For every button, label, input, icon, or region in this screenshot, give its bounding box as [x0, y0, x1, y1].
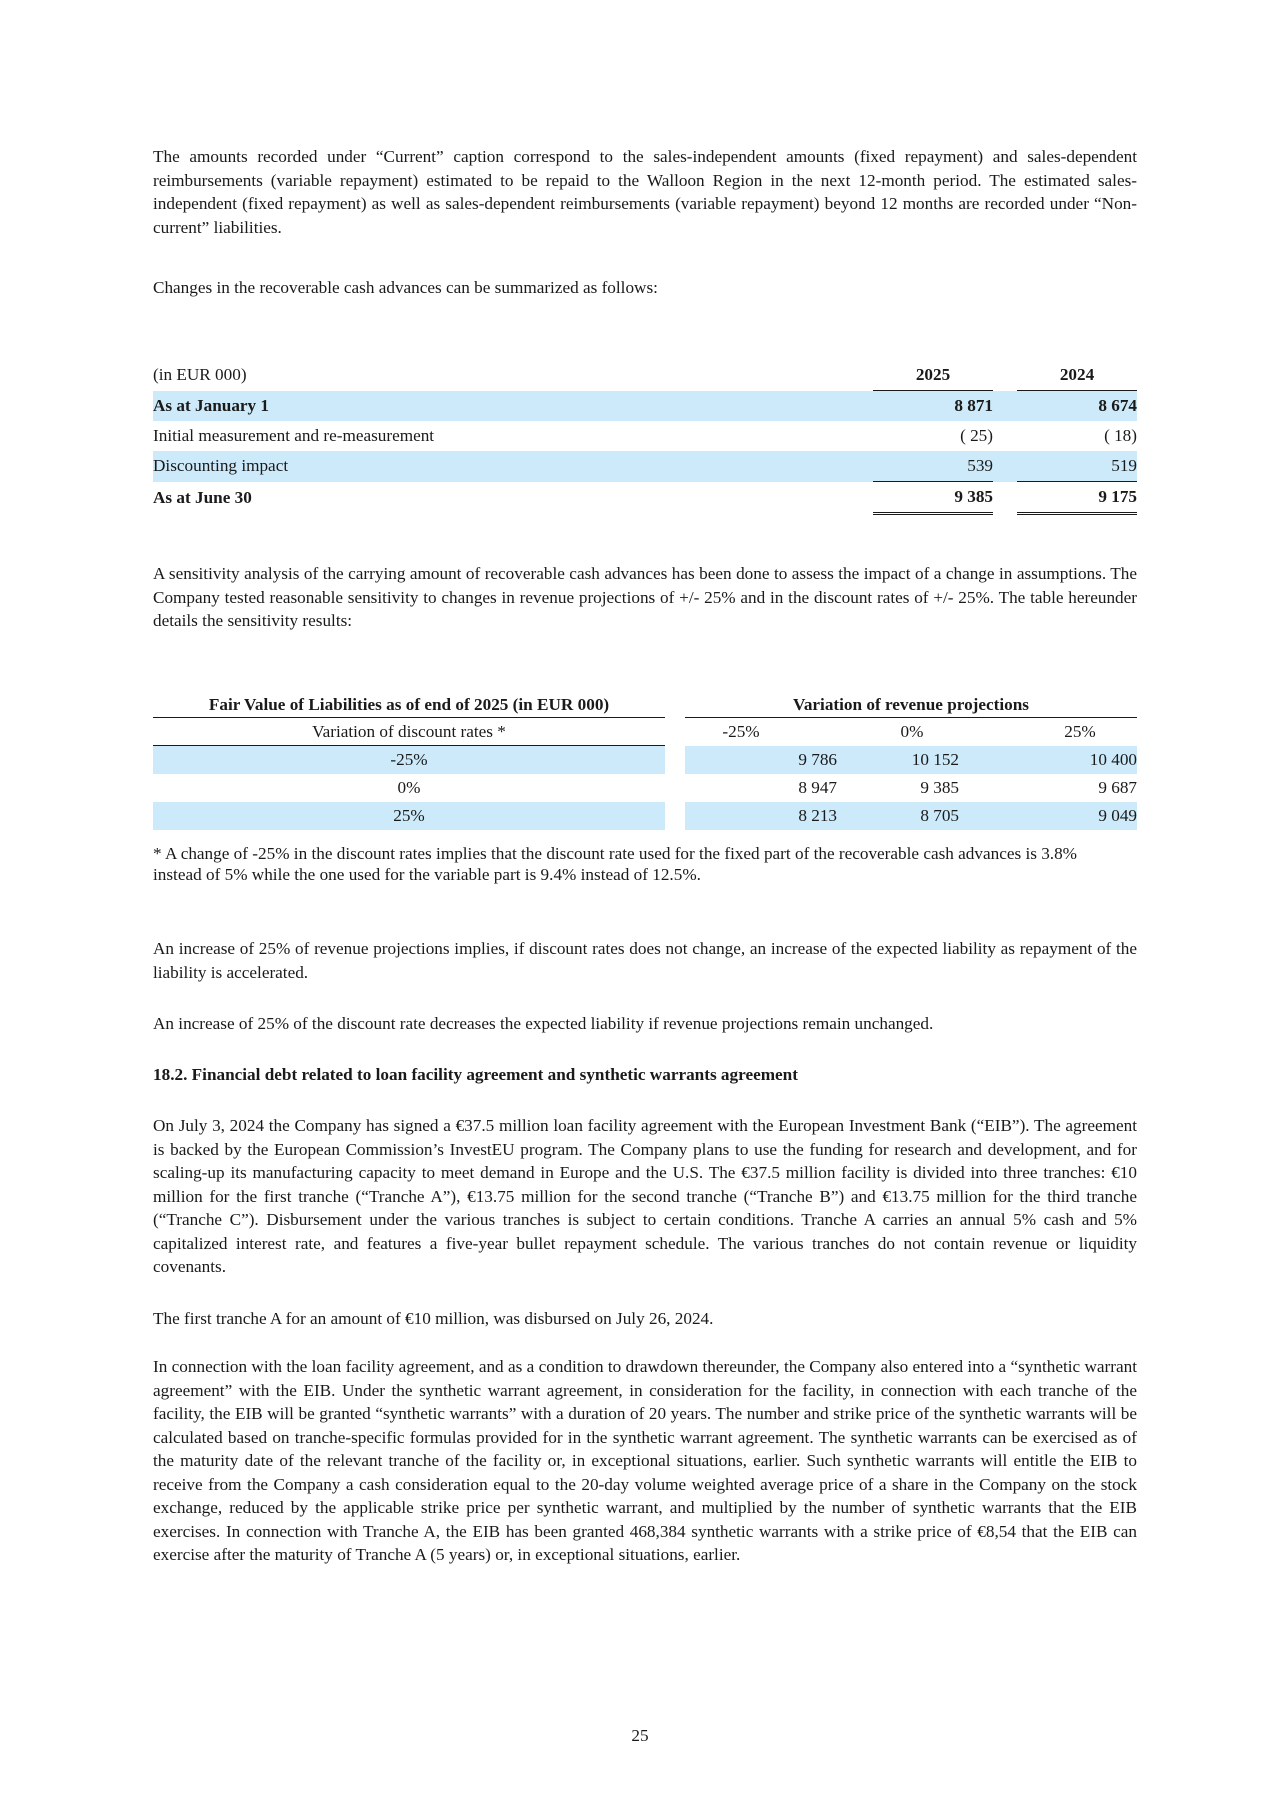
sensitivity-footnote: * A change of -25% in the discount rates implies that the discount rate used for the fixed part of the recoverable cash advances is 3.8% instead of 5% while the one used for the variable part is 9.4% instead of 12.5%.: [153, 844, 1078, 884]
value-2024: ( 18): [1104, 426, 1137, 445]
paragraph-loan-facility: On July 3, 2024 the Company has signed a €37.5 million loan facility agreement with the European Investment Bank (“EIB”). The agreement is backed by the European Commission’s InvestEU program. The Company plans to use the funding for research and development, and for scaling-up its manufacturing capacity to meet demand in Europe and the U.S. The €37.5 million facility is divided into three tranches: €10 million for the first tranche (“Tranche A”), €13.75 million for the second tranche (“Tranche B”) and €13.75 million for the third tranche (“Tranche C”). Disbursement under the various tranches is subject to certain conditions. Tranche A carries an annual 5% cash and 5% capitalized interest rate, and features a five-year bullet repayment schedule. The various tranches do not contain revenue or liquidity covenants.: [153, 1116, 1137, 1276]
unit-label: (in EUR 000): [153, 365, 247, 385]
table-row: [153, 421, 1137, 451]
paragraph-discount-increase: An increase of 25% of the discount rate decreases the expected liability if revenue projections remain unchanged.: [153, 1014, 934, 1033]
paragraph-current-caption: The amounts recorded under “Current” caption correspond to the sales-independent amounts (fixed repayment) and sales-dependent reimbursements (variable repayment) estimated to be repaid to the Walloon Region in the next 12-month period. The estimated sales-independent (fixed repayment) as well as sales-dependent reimbursements (variable repayment) beyond 12 months are recorded under “Non-current” liabilities.: [153, 147, 1137, 237]
paragraph-revenue-increase: An increase of 25% of revenue projections implies, if discount rates does not change, an increase of the expected liability as repayment of the liability is accelerated.: [153, 939, 1137, 982]
paragraph-changes-intro: Changes in the recoverable cash advances can be summarized as follows:: [153, 278, 658, 297]
sensitivity-title-row: [153, 693, 1137, 718]
section-heading: 18.2. Financial debt related to loan facility agreement and synthetic warrants agreement: [153, 1065, 798, 1084]
discount-rate-label: 25%: [153, 802, 665, 830]
row-label: As at June 30: [153, 487, 252, 507]
table-row: [153, 746, 1137, 775]
column-header-0: 0%: [900, 721, 924, 741]
column-header-2024: 2024: [1017, 360, 1137, 391]
value-cell: 8 705: [837, 802, 987, 830]
value-cell: 9 786: [685, 746, 837, 775]
column-header-minus-25: -25%: [722, 721, 760, 741]
row-label: As at January 1: [153, 391, 873, 422]
value-cell: 9 049: [987, 802, 1137, 830]
paragraph-tranche-a: The first tranche A for an amount of €10 million, was disbursed on July 26, 2024.: [153, 1309, 714, 1328]
value-cell: 8 213: [685, 802, 837, 830]
page-number: 25: [631, 1726, 649, 1745]
discount-rate-label: -25%: [153, 746, 665, 775]
sensitivity-title: Fair Value of Liabilities as of end of 2025 (in EUR 000): [153, 693, 665, 718]
table-row: [153, 774, 1137, 802]
value-cell: 9 385: [920, 778, 959, 797]
value-cell: 8 947: [798, 778, 837, 797]
recoverable-cash-advances-table: [153, 360, 1137, 515]
paragraph-sensitivity-intro: A sensitivity analysis of the carrying amount of recoverable cash advances has been done to assess the impact of a change in assumptions. The Company tested reasonable sensitivity to changes in revenue projections of +/- 25% and in the discount rates of +/- 25%. The table hereunder details the sensitivity results:: [153, 564, 1137, 630]
paragraph-synthetic-warrants: In connection with the loan facility agreement, and as a condition to drawdown thereunder, the Company also entered into a “synthetic warrant agreement” with the EIB. Under the synthetic warrant agreement, in consideration for the facility, in connection with each tranche of the facility, the EIB will be granted “synthetic warrants” with a duration of 20 years. The number and strike price of the synthetic warrants will be calculated based on tranche-specific formulas provided for in the synthetic warrant agreement. The synthetic warrants can be exercised as of the maturity date of the relevant tranche of the facility or, in exceptional situations, earlier. Such synthetic warrants will entitle the EIB to receive from the Company a cash consideration equal to the 20-day volume weighted average price of a share in the Company on the stock exchange, reduced by the applicable strike price per synthetic warrant, and multiplied by the number of synthetic warrants that the EIB exercises. In connection with Tranche A, the EIB has been granted 468,384 synthetic warrants with a strike price of €8,54 that the EIB can exercise after the maturity of Tranche A (5 years) or, in exceptional situations, earlier.: [153, 1357, 1137, 1564]
row-label: Discounting impact: [153, 451, 873, 482]
value-2024: 519: [1017, 451, 1137, 482]
column-header-plus-25: 25%: [1064, 721, 1096, 741]
row-label: Initial measurement and re-measurement: [153, 426, 435, 445]
value-2025: 9 385: [873, 482, 993, 514]
value-cell: 9 687: [1098, 778, 1137, 797]
value-2025: ( 25): [960, 426, 993, 445]
value-2025: 8 871: [873, 391, 993, 422]
discount-rate-label: 0%: [397, 778, 421, 797]
revenue-projections-header: Variation of revenue projections: [685, 693, 1137, 718]
table-row: [153, 451, 1137, 482]
value-2024: 8 674: [1017, 391, 1137, 422]
value-cell: 10 400: [987, 746, 1137, 775]
table-row-total: [153, 482, 1137, 514]
value-2025: 539: [873, 451, 993, 482]
table-header-row: [153, 360, 1137, 391]
table-row: [153, 391, 1137, 422]
sensitivity-table: [153, 693, 1137, 830]
value-cell: 10 152: [837, 746, 987, 775]
sensitivity-subheader-row: [153, 718, 1137, 746]
table-row: [153, 802, 1137, 830]
value-2024: 9 175: [1017, 482, 1137, 514]
discount-rates-header: Variation of discount rates *: [153, 718, 665, 746]
column-header-2025: 2025: [873, 360, 993, 391]
